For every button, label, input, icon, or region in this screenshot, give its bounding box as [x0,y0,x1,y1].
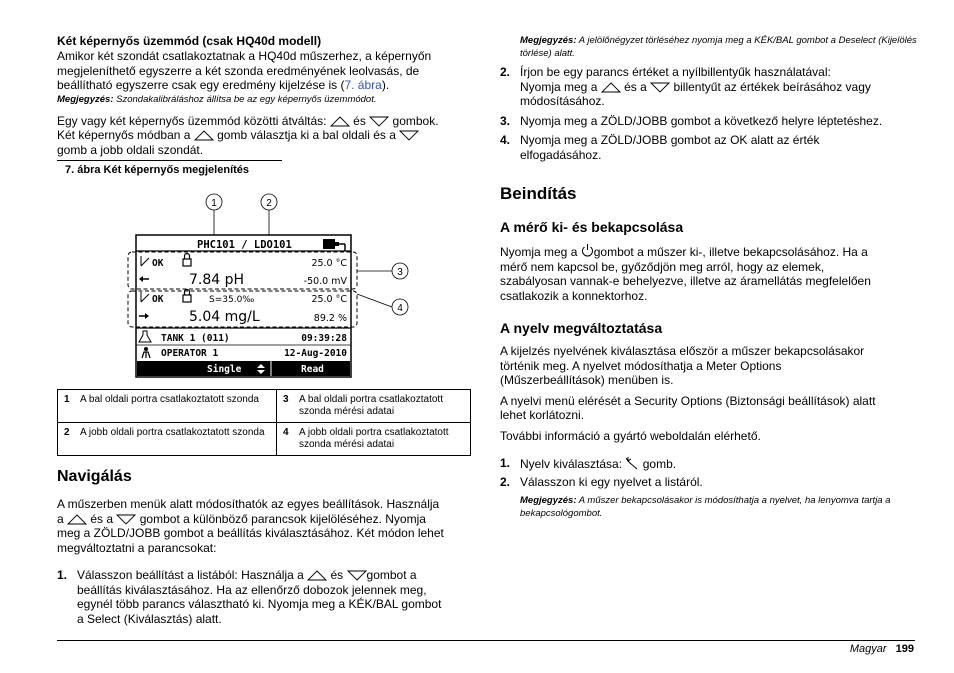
calibration-note: Megjegyzés: Szondakalibráláshoz állítsa be az egy képernyős üzemmódot. [57,93,377,105]
up-arrow-icon [67,514,87,525]
power-heading: A mérő ki- és bekapcsolása [500,219,684,235]
svg-text:S=35.0‰: S=35.0‰ [209,295,255,305]
power-icon [581,243,594,257]
svg-text:89.2 %: 89.2 % [313,313,347,324]
screen-title: PHC101 / LDO101 [197,239,292,251]
callout-3 [357,263,408,279]
power-para: Nyomja meg a gombot a műszer ki-, illetve bekapcsolásához. Ha a mérő nem kapcsol be, győződjön meg arról, hogy az elemek, szabályosan vannak-e behelyezve, illetve az áramellátás megfelelően csatlakozik a konnektorhoz. [500,245,871,303]
language-para2: A nyelvi menü elérését a Security Options (Biztonsági beállítások) alatt lehet korlátozni. [500,393,876,422]
svg-text:12-Aug-2010: 12-Aug-2010 [284,348,347,359]
svg-text:1: 1 [211,198,217,209]
down-arrow-icon [399,130,419,141]
list-item: 1. Nyelv kiválasztása: gomb. [500,456,677,471]
down-arrow-icon [650,82,670,93]
up-arrow-icon [307,570,327,581]
language-para3: További információ a gyártó weboldalán elérhető. [500,428,761,443]
footer-language: Magyar [849,643,887,655]
meter-screen-figure [57,188,472,388]
footer-rule [57,640,915,641]
softkey-read[interactable]: Read [301,364,324,375]
callout-1 [206,194,222,240]
table-row: 1 A bal oldali portra csatlakoztatott szonda 3 A bal oldali portra csatlakoztatott szonda mérési adatai [58,390,471,423]
figure-caption-rule [57,160,282,161]
svg-text:OK: OK [152,294,164,305]
svg-text:OK: OK [152,258,164,269]
up-arrow-icon [330,116,350,127]
startup-heading: Beindítás [500,184,577,203]
list-item: 3. Nyomja meg a ZÖLD/JOBB gombot a következő helyre léptetéshez. [500,113,883,128]
svg-text:3: 3 [397,267,403,278]
down-arrow-icon [347,570,367,581]
table-row: 2 A jobb oldali portra csatlakoztatott szonda 4 A jobb oldali portra csatlakoztatott szonda mérési adatai [58,423,471,456]
callout-4 [357,294,408,315]
language-para1: A kijelzés nyelvének kiválasztása először a műszer bekapcsolásakor történik meg. A nyelvet módosíthatja a Meter Options (Műszerbeállítások) menüben is. [500,344,865,387]
deselect-note: Megjegyzés: A jelölőnégyzet törléséhez nyomja meg a KÉK/BAL gombot a Deselect (Kijelölés törlése) alatt. [520,35,917,59]
figure-caption: 7. ábra Két képernyős megjelenítés [65,164,250,176]
list-item: 2. Válasszon ki egy nyelvet a listáról. [500,474,703,489]
list-item: 4. Nyomja meg a ZÖLD/JOBB gombot az OK alatt az érték elfogadásához. [500,133,820,162]
svg-text:TANK 1 (011): TANK 1 (011) [161,333,230,344]
footer [850,643,914,655]
right-column [500,34,920,520]
list-item: 1. Válasszon beállítást a listából: Használja a és gombot a beállítás kiválasztásához. Ha az ellenőrző dobozok jelennek meg, egynél több parancs választható ki. Nyomja meg a KÉK/BAL gombot a Select (Kiválasztás) alatt. [57,568,442,626]
left-column [57,34,472,157]
svg-text:25.0 °C: 25.0 °C [311,294,347,305]
svg-text:-50.0 mV: -50.0 mV [303,276,347,287]
page-number: 199 [895,643,914,655]
svg-text:4: 4 [397,303,403,314]
up-arrow-icon [194,130,214,141]
dual-mode-para1: Amikor két szondát csatlakoztatnak a HQ40d műszerhez, a képernyőn megjeleníthető egyszerre a két szonda eredményének leolvasás, de beállítható egyszerre csak egy eredmény kijelzése is (7. ábra). [57,49,432,92]
svg-text:25.0 °C: 25.0 °C [311,258,347,269]
softkey-single[interactable]: Single [207,364,242,375]
wrench-icon [625,456,639,470]
down-arrow-icon [116,514,136,525]
navigation-para: A műszerben menük alatt módosíthatók az egyes beállítások. Használja a és a gombot a különböző parancsok kijelöléséhez. Nyomja meg a ZÖLD/JOBB gombot a beállítás kiválasztásához. Két módon lehet megváltoztatni a parancsokat: [57,497,444,555]
svg-text:OPERATOR 1: OPERATOR 1 [161,348,219,359]
figure-link[interactable]: 7. ábra [344,78,382,92]
dual-mode-heading: Két képernyős üzemmód (csak HQ40d modell) [57,34,322,48]
list-item: 2. Írjon be egy parancs értéket a nyílbillentyűk használatával: Nyomja meg a és a billentyűt az értékek beírásához vagy módosításához. [500,65,871,108]
down-arrow-icon [369,116,389,127]
svg-text:5.04 mg/L: 5.04 mg/L [189,309,260,325]
language-heading: A nyelv megváltoztatása [500,320,663,336]
navigation-section [57,468,477,626]
svg-text:7.84 pH: 7.84 pH [189,272,245,288]
callout-2 [261,194,277,240]
figure-legend-table [57,389,471,456]
language-note: Megjegyzés: A műszer bekapcsolásakor is módosíthatja a nyelvet, ha lenyomva tartja a bekapcsológombot. [520,495,891,519]
up-arrow-icon [601,82,621,93]
svg-text:2: 2 [266,198,272,209]
svg-text:09:39:28: 09:39:28 [301,333,347,344]
navigation-heading: Navigálás [57,468,132,485]
dual-mode-para2: Egy vagy két képernyős üzemmód közötti átváltás: és gombok. Két képernyős módban a gomb választja ki a bal oldali és a gomb a jobb oldali szondát. [57,113,439,157]
